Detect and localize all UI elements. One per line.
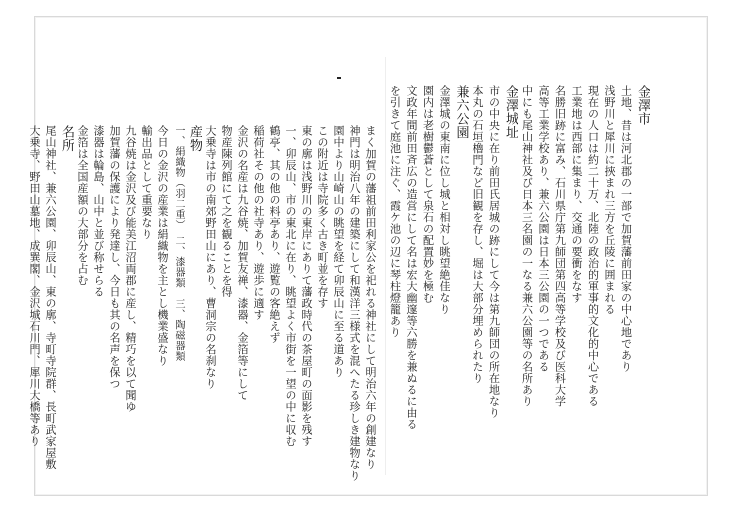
manuscript-column: 輸出品として重要なり (140, 125, 153, 240)
manuscript-column: 加賀藩の保護により発達し、今日も其の名声を保つ (108, 125, 121, 390)
manuscript-column: 名勝旧跡に富み、石川県庁第九師団第四高等学校及び医科大学 (553, 85, 567, 407)
ink-mark (337, 77, 341, 79)
manuscript-column: 金澤市 (635, 85, 650, 126)
manuscript-column: この附近は寺院多く古き町並を存す (316, 125, 329, 309)
manuscript-column: を引きて庭池に注ぐ、霞ケ池の辺に琴柱燈籠あり (388, 85, 402, 338)
manuscript-column: 市の中央に在り前田氏居城の跡にして今は第九師団の所在地なり (487, 85, 501, 419)
manuscript-column: 東の廓は浅野川の東岸にありて藩政時代の茶屋町の面影を残す (300, 125, 313, 447)
manuscript-column: 兼六公園 (453, 85, 469, 139)
manuscript-column: 尾山神社、兼六公園、卯辰山、東の廓、寺町寺院群、長町武家屋敷 (44, 125, 57, 470)
manuscript-column: 園中より山崎山の眺望を経て卯辰山に至る道あり (332, 125, 345, 378)
manuscript-column: 土地、昔は河北郡の一部で加賀藩前田家の中心地であり (619, 85, 633, 373)
page-fold-line (385, 57, 386, 475)
manuscript-column: 大乗寺、野田山墓地、成巽閣、金沢城石川門、犀川大橋等あり (28, 125, 41, 447)
manuscript-column: 金澤城址 (503, 85, 518, 139)
manuscript-column: 浅野川と犀川に挾まれ三方を丘陵に囲まれる (603, 85, 616, 315)
manuscript-column: 一、絹織物（羽二重） 二、漆器類 三、陶磁器類 (173, 125, 184, 362)
manuscript-column: まく加賀の藩祖前田利家公を祀れる神社にして明治六年の創建なり (364, 125, 377, 470)
manuscript-column: 金箔は全国産額の大部分を占む (76, 125, 89, 286)
manuscript-column: 鶴亭、其の他の料亭あり、遊覧の客絶えず (268, 125, 281, 344)
manuscript-column: 九谷焼は金沢及び能美江沼両郡に産し、精巧を以て聞ゆ (124, 125, 137, 413)
manuscript-column: 金沢の名産は九谷焼、加賀友禅、漆器、金箔等にして (236, 125, 249, 401)
manuscript-column: 物産陳列館にて之を観ることを得 (220, 125, 233, 298)
manuscript-column: 今日の金沢の産業は絹織物を主とし機業盛なり (156, 125, 169, 367)
manuscript-column: 本丸の石垣櫓門など旧観を存し、堀は大部分埋められたり (471, 85, 484, 384)
manuscript-column: 漆器は輪島、山中と並び称せらる (92, 125, 105, 298)
manuscript-column: 工業地は西部に集まり、交通の要衝をなす (570, 85, 583, 304)
manuscript-sheet (28, 16, 708, 496)
manuscript-column: 稲荷社その他の社寺あり、遊歩に適す (252, 125, 265, 321)
manuscript-column: 産物 (187, 125, 202, 152)
manuscript-column: 金澤城の東南に位し城と相対し眺望絶佳なり (438, 85, 451, 315)
manuscript-column: 園内は老樹鬱蒼として泉石の配置妙を極む (421, 85, 435, 304)
manuscript-column: 名所 (59, 125, 74, 152)
manuscript-column: 文政年間前田斉広の造営にして名は宏大幽邃等六勝を兼ぬるに由る (405, 85, 418, 430)
manuscript-column: 現在の人口は約二十万、北陸の政治的軍事的文化的中心である (586, 85, 600, 407)
manuscript-column: 一、卯辰山、市の東北に在り、眺望よく市街を一望の中に収む (284, 125, 297, 447)
manuscript-column: 中にも尾山神社及び日本三名園の一なる兼六公園等の名所あり (520, 85, 534, 407)
manuscript-column: 大乗寺は市の南郊野田山にあり、曹洞宗の名刹なり (204, 125, 217, 390)
manuscript-column: 神門は明治八年の建築にして和漢洋三様式を混へたる珍しき建物なり (348, 125, 361, 482)
manuscript-column: 高等工業学校あり、兼六公園は日本三公園の一つである (537, 85, 550, 373)
